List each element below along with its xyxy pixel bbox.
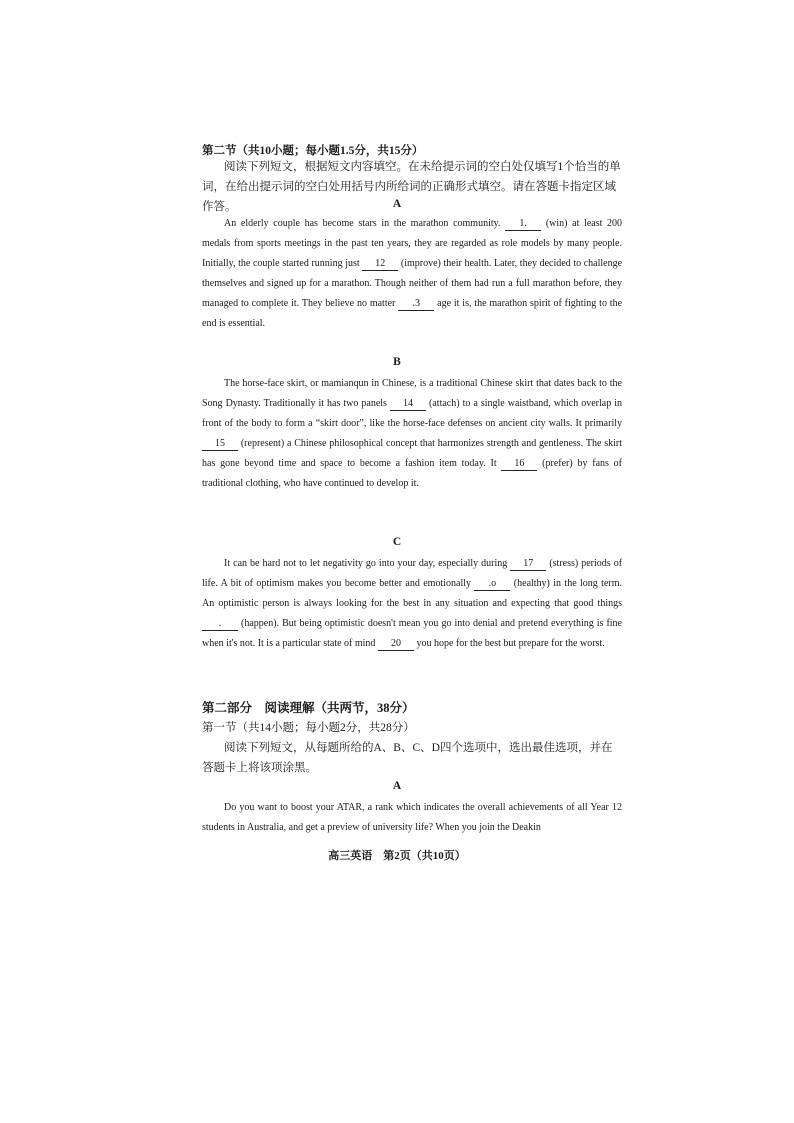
passage-b-letter: B [393,356,401,368]
passage-c-sentence-5: you hope for the best but prepare for the worst. [416,638,605,650]
part2-passage-a-text: Do you want to boost your ATAR, a rank which indicates the overall achievements of all Year 12 students in Australia, and get a preview of university life? When you join the Deakin [202,802,622,834]
blank-14: 14 [390,397,426,411]
passage-c-sentence-2: (stress) periods of life. A bit of optimism makes you become better and emotionally [202,558,623,590]
passage-a-sentence-4: age it is, the marathon spirit of fighting to the end is essential. [202,298,623,330]
passage-b-sentence-2: (attach) to a single waistband, which overlap in front of the body to form a “skirt door”, like the horse-face defenses on ancient city walls. It primarily [202,398,623,430]
blank-15: 15 [202,437,238,451]
page-footer: 高三英语 第2页（共10页） [328,850,466,862]
passage-a-letter: A [392,198,402,210]
passage-c-sentence-1: It can be hard not to let negativity go into your day, especially during [224,558,508,569]
blank-19: . [202,617,238,631]
passage-b-sentence-4: (prefer) by fans of traditional clothing, who have continued to develop it. [202,458,623,490]
part2-heading: 第二部分 阅读理解（共两节，38分） [202,701,415,715]
passage-a-sentence-3: (improve) their health. Later, they decided to challenge themselves and signed up for a marathon. Though neither of them had run a full marathon before, they managed to complete it. They believe no matter [202,258,623,310]
blank-17: 17 [510,557,546,571]
blank-16: 16 [501,457,537,471]
passage-c-letter: C [392,536,402,548]
part2-passage-a-letter: A [392,780,402,792]
part2-instructions: 阅读下列短文，从每题所给的A、B、C、D四个选项中，选出最佳选项，并在答题卡上将该项涂黑。 [202,742,613,774]
blank-12: 12 [362,257,398,271]
passage-a-text [202,214,622,335]
passage-a-sentence-1: An elderly couple has become stars in the marathon community. [224,218,501,229]
blank-11: 1. [505,217,541,231]
blank-20: 20 [378,637,414,651]
passage-c-sentence-3: (healthy) in the long term. An optimistic person is always looking for the best in any situation and expecting that good things [202,578,623,610]
blank-18: .o [474,577,510,591]
passage-b-sentence-1: The horse-face skirt, or mamianqun in Chinese, is a traditional Chinese skirt that dates back to the Song Dynasty. Traditionally it has two panels [202,378,622,410]
passage-a-sentence-2: (win) at least 200 medals from sports meetings in the past ten years, they are regarded as role models by many people. Initially, the couple started running just [202,218,623,270]
section2-instructions: 阅读下列短文，根据短文内容填空。在未给提示词的空白处仅填写1个恰当的单词，在给出提示词的空白处用括号内所给词的正确形式填空。请在答题卡指定区域作答。 [202,161,621,213]
blank-13: .3 [398,297,434,311]
passage-b-sentence-3: (represent) a Chinese philosophical concept that harmonizes strength and gentleness. The skirt has gone beyond time and space to become a fashion item today. It [202,438,623,470]
passage-c-sentence-4: (happen). But being optimistic doesn't mean you go into denial and pretend everything is fine when it's not. It is a particular state of mind [202,618,622,650]
passage-c-text [202,554,622,654]
passage-b-text [202,374,622,495]
part2-sub-heading: 第一节（共14小题；每小题2分，共28分） [202,722,415,734]
section2-heading: 第二节（共10小题；每小题1.5分，共15分） [202,145,424,157]
